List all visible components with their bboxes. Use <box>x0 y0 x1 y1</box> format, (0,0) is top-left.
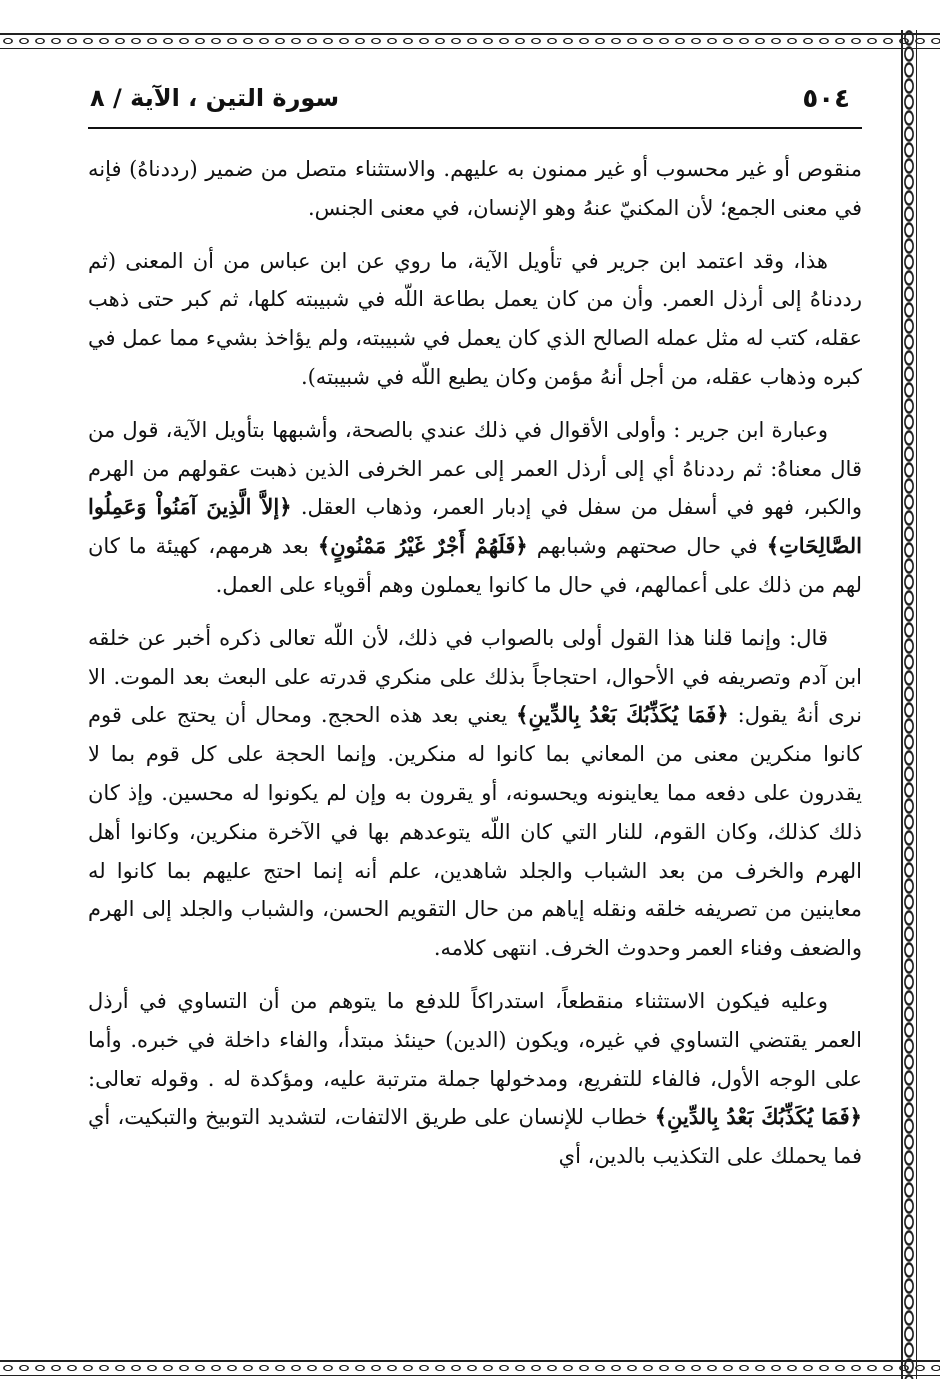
paragraph-text: وعبارة ابن جرير : وأولى الأقوال في ذلك عندي بالصحة، وأشبهها بتأويل الآية، قول من قال معناهُ: ثم رددناهُ أي إلى أرذل العمر إلى عمر الخرفى الذين ذهبت عقولهم من الهرم والكبر، فهو في أسفل من سفل في إدبار العمر، وذهاب العقل. <box>88 417 863 520</box>
paragraph-text: وعليه فيكون الاستثناء منقطعاً، استدراكاً للدفع ما يتوهم من أن التساوي في أرذل العمر يقتضي التساوي في غيره، ويكون (الدين) حينئذ مبتدأ، والفاء داخلة في خبره. وأما على الوجه الأول، فالفاء للتفريع، ومدخولها جملة مترتبة عليه، ومؤكدة له . وقوله تعالى: <box>88 988 862 1091</box>
paragraph-text: هذا، وقد اعتمد ابن جرير في تأويل الآية، ما روي عن ابن عباس من أن المعنى (ثم رددناهُ إلى أرذل العمر. وأن من كان يعمل بطاعة اللّه في شبيبته كلها، ثم كبر حتى ذهب عقله، كتب له مثل عمله الصالح الذي كان يعمل في شبيبته، ولم يؤاخذ بشيء مما عمل في كبره وذهاب عقله، من أجل أنهُ مؤمن وكان يطيع اللّه في شبيبته). <box>88 248 862 389</box>
paragraph-2 <box>88 242 862 397</box>
top-ornamental-border <box>0 30 940 52</box>
page-body <box>88 150 862 1176</box>
paragraph-text: يعني بعد هذه الحجج. ومحال أن يحتج على قوم كانوا منكرين معنى من المعاني بما كانوا له منكرين. وإنما الحجة على كل قوم بما لا يقدرون على دفعه مما يعاينونه ويحسونه، أو يقرون به وإن لم يكونوا له محسين. وإذ كان ذلك كذلك، وكان القوم، للنار التي كان اللّه يتوعدهم بها في الآخرة منكرين، وكانوا أهل الهرم والخرف من بعد الشباب والجلد شاهدين، علم أنه إنما احتج عليهم بما كانوا له معاينين من تصريفه خلقه ونقله إياهم من حال التقويم الحسن، والشباب والجلد إلى الهرم والضعف وفناء العمر وحدوث الخرف. انتهى كلامه. <box>88 703 862 961</box>
running-title: سورة التين ، الآية / ٨ <box>90 84 340 112</box>
paragraph-4 <box>88 619 862 968</box>
paragraph-text: منقوص أو غير محسوب أو غير ممنون به عليهم. والاستثناء متصل من ضمير (رددناهُ) فإنه في معنى الجمع؛ لأن المكنيّ عنهُ وهو الإنسان، في معنى الجنس. <box>88 157 862 220</box>
paragraph-text: خطاب للإنسان على طريق الالتفات، لتشديد التوبيخ والتبكيت، أي فما يحملك على التكذيب بالدين، أي <box>88 1105 862 1169</box>
quran-verse: ﴿إلاَّ الَّذِينَ آمَنُواْ وَعَمِلُوا الصَّالِحَاتِ﴾ <box>88 494 862 559</box>
quran-verse: ﴿فَلَهُمْ أَجْرٌ غَيْرُ مَمْنُونٍ﴾ <box>317 533 528 559</box>
paragraph-3 <box>88 411 862 605</box>
quran-verse: ﴿فَمَا يُكَذِّبُكَ بَعْدُ بِالدِّينِ﴾ <box>654 1104 862 1130</box>
bottom-ornamental-border <box>0 1357 940 1379</box>
paragraph-text: بعد هرمهم، كهيئة ما كان لهم من ذلك على أعمالهم، في حال ما كانوا يعملون وهم أقوياء على العمل. <box>88 534 862 597</box>
paragraph-1 <box>88 150 862 228</box>
paragraph-text: في حال صحتهم وشبابهم <box>527 534 767 559</box>
paragraph-5 <box>88 982 862 1176</box>
header-rule <box>88 127 862 129</box>
page-header <box>90 80 860 126</box>
paragraph-text: قال: وإنما قلنا هذا القول أولى بالصواب في ذلك، لأن اللّه تعالى ذكره أخبر عن خلقه ابن آدم وتصريفه في الأحوال، احتجاجاً بذلك على منكري قدرته على البعث بعد الموت. الا نرى أنهُ يقول: <box>88 625 862 728</box>
quran-verse: ﴿فَمَا يُكَذِّبُكَ بَعْدُ بِالدِّينِ﴾ <box>516 702 729 728</box>
page-number: ٥٠٤ <box>802 84 850 114</box>
right-ornamental-border <box>897 30 921 1379</box>
